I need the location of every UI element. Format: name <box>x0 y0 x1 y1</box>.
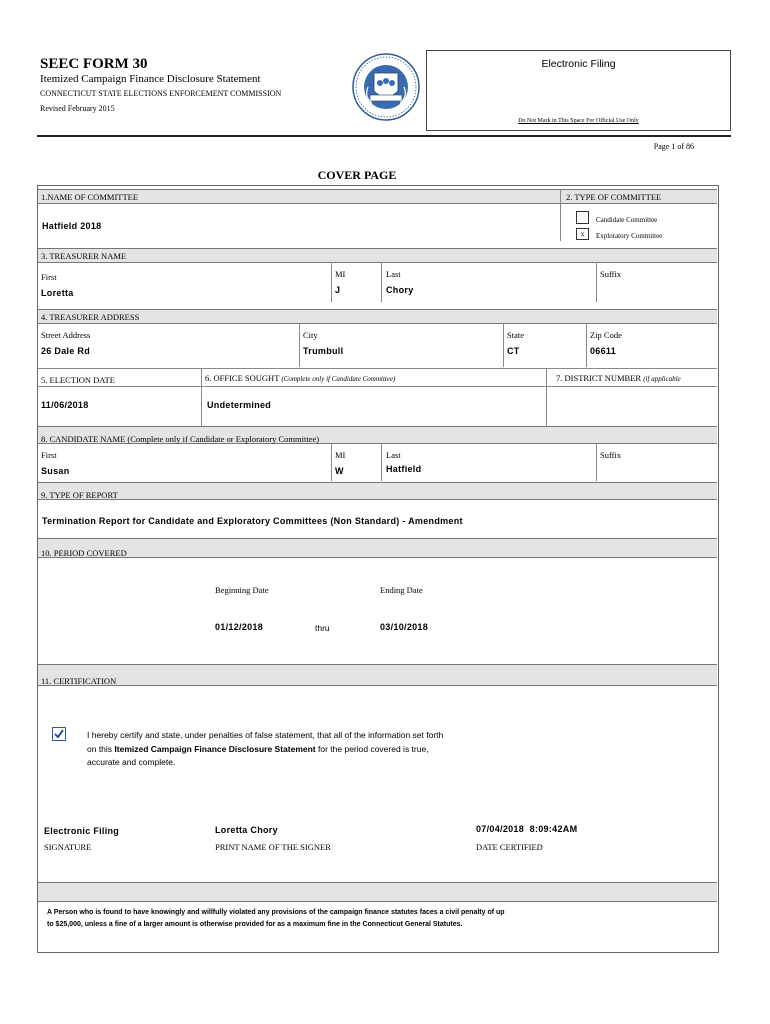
treasurer-first: Loretta <box>41 288 74 298</box>
candidate-suffix-label: Suffix <box>600 450 622 460</box>
divider <box>503 323 504 367</box>
signer-label: PRINT NAME OF THE SIGNER <box>215 842 331 852</box>
election-date-label: 5. ELECTION DATE <box>41 375 115 385</box>
divider <box>381 443 382 481</box>
begin-date: 01/12/2018 <box>215 622 264 632</box>
candidate-first: Susan <box>41 466 70 476</box>
district-title: 7. DISTRICT NUMBER <box>556 373 642 383</box>
candidate-first-label: First <box>41 450 57 460</box>
zip-label: Zip Code <box>590 330 622 340</box>
end-date: 03/10/2018 <box>380 622 429 632</box>
section-bar-10 <box>38 538 717 558</box>
office-sought-label <box>205 373 395 383</box>
candidate-committee-checkbox[interactable] <box>576 211 589 224</box>
treasurer-section-label: 3. TREASURER NAME <box>41 251 127 261</box>
divider <box>38 386 717 387</box>
divider <box>299 323 300 367</box>
penalty-line-1: A Person who is found to have knowingly and willfully violated any provisions of the campaign finance statutes faces a civil penalty of up <box>47 909 505 916</box>
penalty-bar <box>38 882 717 902</box>
official-use-note: Do Not Mark in This Space For Official Use Only <box>518 118 639 124</box>
official-use-box <box>426 50 731 131</box>
treasurer-last: Chory <box>386 285 414 295</box>
exploratory-mark: x <box>580 230 585 238</box>
state-seal-icon <box>352 53 420 121</box>
agency-name: CONNECTICUT STATE ELECTIONS ENFORCEMENT COMMISSION <box>40 89 282 98</box>
certification-section-label: 11. CERTIFICATION <box>41 676 117 686</box>
cert-line-2 <box>87 743 527 757</box>
certify-checkbox[interactable] <box>52 727 66 741</box>
end-date-label: Ending Date <box>380 585 423 595</box>
signature-label: SIGNATURE <box>44 842 92 852</box>
period-section-label: 10. PERIOD COVERED <box>41 548 127 558</box>
date-certified: 07/04/2018 8:09:42AM <box>476 824 578 834</box>
treasurer-mi-label: MI <box>335 269 346 279</box>
exploratory-committee-checkbox[interactable] <box>576 228 589 240</box>
treasurer-first-label: First <box>41 272 57 282</box>
cover-title: COVER PAGE <box>317 168 397 182</box>
state-value: CT <box>507 346 520 356</box>
divider <box>596 262 597 302</box>
candidate-last: Hatfield <box>386 464 422 474</box>
cert-line-2-post: for the period covered is true, <box>315 743 429 754</box>
signature-value: Electronic Filing <box>44 826 120 836</box>
office-sought-title: 6. OFFICE SOUGHT <box>205 373 280 383</box>
divider <box>201 368 202 426</box>
office-sought: Undetermined <box>207 400 272 410</box>
candidate-section-label: 8. CANDIDATE NAME (Complete only if Candidate or Exploratory Committee) <box>41 434 320 444</box>
candidate-last-label: Last <box>386 450 401 460</box>
treasurer-mi: J <box>335 285 341 295</box>
divider <box>546 368 547 426</box>
district-note: (if applicable <box>643 375 681 383</box>
header-rule <box>37 135 731 137</box>
section-bar-3 <box>38 248 717 263</box>
candidate-mi: W <box>335 466 344 476</box>
committee-name-label: 1.NAME OF COMMITTEE <box>41 192 139 202</box>
begin-date-label: Beginning Date <box>215 585 269 595</box>
certification-statement <box>87 729 527 770</box>
address-section-label: 4. TREASURER ADDRESS <box>41 312 140 322</box>
divider <box>331 443 332 481</box>
district-label <box>556 373 681 383</box>
treasurer-last-label: Last <box>386 269 401 279</box>
report-section-label: 9. TYPE OF REPORT <box>41 490 118 500</box>
form-title: SEEC FORM 30 <box>40 56 148 72</box>
cert-line-2-pre: on this <box>87 743 115 754</box>
penalty-notice <box>47 907 707 931</box>
thru-label: thru <box>315 623 330 633</box>
divider <box>596 443 597 481</box>
divider <box>381 262 382 302</box>
section-bar-9 <box>38 482 717 500</box>
street-label: Street Address <box>41 330 91 340</box>
street-value: 26 Dale Rd <box>41 346 91 356</box>
exploratory-committee-label: Exploratory Committee <box>596 232 663 240</box>
city-value: Trumbull <box>303 346 344 356</box>
zip-value: 06611 <box>590 346 617 356</box>
committee-name: Hatfield 2018 <box>42 221 102 231</box>
form-frame <box>37 185 719 953</box>
city-label: City <box>303 330 318 340</box>
divider <box>38 368 717 369</box>
candidate-mi-label: MI <box>335 450 346 460</box>
section-bar-11 <box>38 664 717 686</box>
checkmark-icon <box>53 728 65 740</box>
form-subtitle: Itemized Campaign Finance Disclosure Statement <box>40 73 261 85</box>
cert-line-1: I hereby certify and state, under penalties of false statement, that all of the information set forth <box>87 730 444 740</box>
signer-name: Loretta Chory <box>215 825 278 835</box>
office-sought-note: (Complete only if Candidate Committee) <box>281 375 396 383</box>
cert-line-3: accurate and complete. <box>87 757 176 767</box>
page-number: Page 1 of 86 <box>653 142 694 151</box>
penalty-line-2: to $25,000, unless a fine of a larger amount is otherwise provided for as a maximum fine in the Connecticut General Statutes. <box>47 921 463 928</box>
candidate-committee-label: Candidate Committee <box>596 216 658 224</box>
election-date: 11/06/2018 <box>41 400 89 410</box>
revised-date: Revised February 2015 <box>40 104 115 113</box>
divider <box>586 323 587 367</box>
cert-line-2-bold: Itemized Campaign Finance Disclosure Statement <box>114 743 316 754</box>
date-certified-label: DATE CERTIFIED <box>476 842 543 852</box>
filing-type: Electronic Filing <box>541 58 616 70</box>
committee-type-label: 2. TYPE OF COMMITTEE <box>566 192 662 202</box>
treasurer-suffix-label: Suffix <box>600 269 622 279</box>
state-label: State <box>507 330 524 340</box>
section-bar-4 <box>38 309 717 324</box>
divider <box>331 262 332 302</box>
report-type: Termination Report for Candidate and Exploratory Committees (Non Standard) - Amendment <box>42 516 463 526</box>
divider <box>560 189 561 241</box>
